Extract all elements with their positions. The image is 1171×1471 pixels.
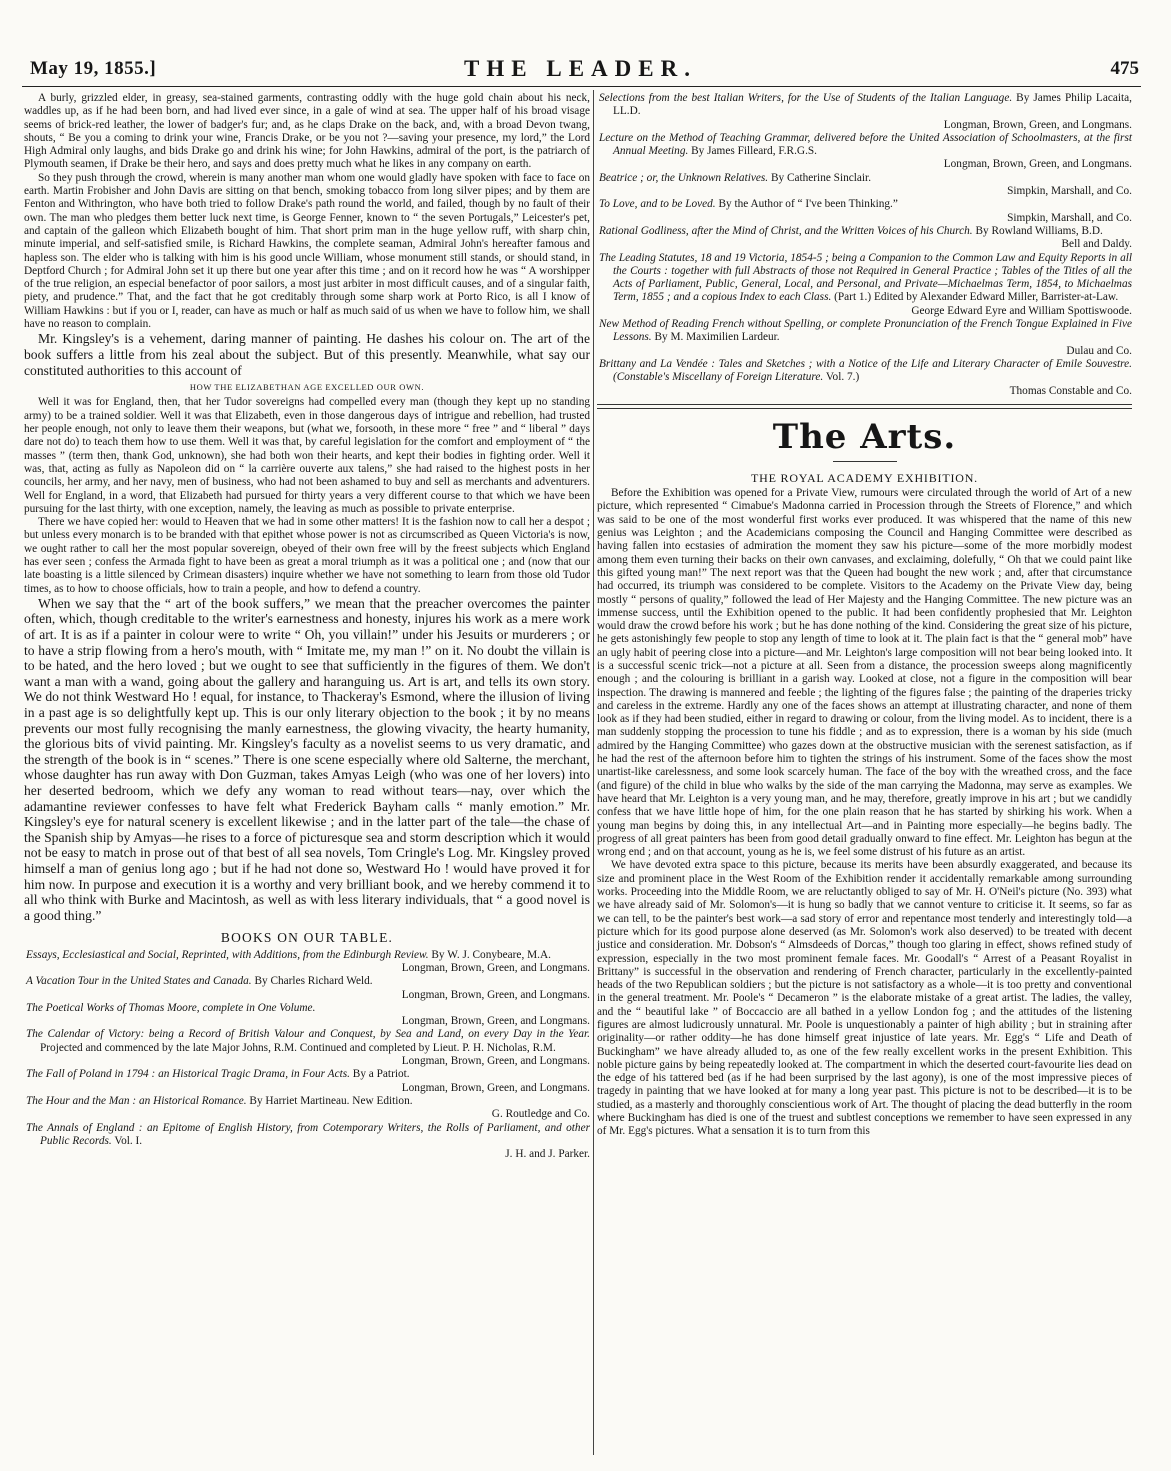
- book-entry: The Calendar of Victory: being a Record of British Valour and Conquest, by Sea and Land, on every Day in the Year. Projected and commenced by the late Major Johns, R.M. Continued and completed by Lieut. P. H. Nicholas, R.M. Longman, Brown, Green, and Longmans.: [26, 1028, 590, 1068]
- right-column: [597, 92, 1132, 1139]
- book-entry: Rational Godliness, after the Mind of Christ, and the Written Voices of his Church. By Rowland Williams, B.D. Bell and Daldy.: [599, 224, 1132, 251]
- book-entry: Selections from the best Italian Writers, for the Use of Students of the Italian Language. By James Philip Lacaita, LL.D. Longman, Brown, Green, and Longmans.: [599, 92, 1132, 131]
- column-divider: [593, 90, 594, 1455]
- quote-paragraph-4: There we have copied her: would to Heaven that we had in some other matters! It is the fashion now to call her a despot ; but unless every monarch is to be branded with that epithet whose power is not as circumscribed as Queen Victoria's is now, we ought rather to call her the most popular sovereign, obeyed of their own free will by the freest subjects which England has ever seen ; confess the Armada fight to have been as great a moral triumph as it was a political one ; and (now that our late boasting is a little silenced by Crimean disasters) inquire whether we have not something to learn from those old Tudor times, as to how to choose officials, how to train a people, and how to defend a country.: [24, 516, 590, 595]
- quote-subheading: HOW THE ELIZABETHAN AGE EXCELLED OUR OWN.: [189, 382, 425, 393]
- issue-date: May 19, 1855.]: [30, 58, 157, 79]
- arts-heading: The Arts.: [772, 416, 957, 457]
- book-entry: The Annals of England : an Epitome of English History, from Cotemporary Writers, the Rolls of Parliament, and other Public Records. Vol. I. J. H. and J. Parker.: [26, 1121, 590, 1161]
- quote-paragraph-3: Well it was for England, then, that her Tudor sovereigns had compelled every man (though they kept up no standing army) to be a trained soldier. Well it was that Elizabeth, even in those dangerous days of intrigue and rebellion, had trusted her people enough, not only to leave them their weapons, but (what we, forsooth, in these more “ free ” and “ liberal ” days dare not do) to teach them how to use them. Well it was that, by careful legislation for the comfort and employment of “ the masses ” (term then, thank God, unknown), she had both won their hearts, and kept their bodies in fighting order. Well it was, that, acting as fully as Napoleon did on “ la carrière ouverte aux talens,” she had raised to the highest posts in her councils, her army, and her navy, men of business, who had not been ashamed to buy and sell as merchants and adventurers. Well for England, in a word, that Elizabeth had pursued for thirty years a very different course to that which we have been pursuing for the last thirty, with one exception, namely, the leaving as much as possible to private enterprise.: [24, 396, 590, 515]
- page-header: [22, 54, 1139, 84]
- heading-short-rule: [833, 461, 897, 462]
- book-entry: Essays, Ecclesiastical and Social, Reprinted, with Additions, from the Edinburgh Review. By W. J. Conybeare, M.A. Longman, Brown, Green, and Longmans.: [26, 948, 590, 974]
- review-paragraph-1: Mr. Kingsley's is a vehement, daring manner of painting. He dashes his colour on. The art of the book suffers a little from his zeal about the subject. But of this presently. Meanwhile, what say our constituted authorities to this account of: [24, 331, 590, 378]
- book-entry: Brittany and La Vendée : Tales and Sketches ; with a Notice of the Life and Literary Character of Emile Souvestre. (Constable's Miscellany of Foreign Literature. Vol. 7.) Thomas Constable and Co.: [599, 357, 1132, 397]
- header-rule: [22, 86, 1141, 87]
- royal-academy-heading: THE ROYAL ACADEMY EXHIBITION.: [751, 470, 978, 485]
- books-heading: BOOKS ON OUR TABLE.: [220, 930, 394, 946]
- left-column: [24, 92, 590, 1161]
- book-entry: A Vacation Tour in the United States and Canada. By Charles Richard Weld. Longman, Brown, Green, and Longmans.: [26, 975, 590, 1001]
- book-entry: The Leading Statutes, 18 and 19 Victoria, 1854-5 ; being a Companion to the Common Law and Equity Reports in all the Courts : together with full Abstracts of those not Required in General Practice ; Tables of the Titles of all the Acts of Parliament, Public, General, Local, and Personal, and Private—Michaelmas Term, 1854, to Michaelmas Term, 1855 ; and a copious Index to each Class. (Part 1.) Edited by Alexander Edward Miller, Barrister-at-Law. George Edward Eyre and William Spottiswoode.: [599, 251, 1132, 317]
- book-entry: New Method of Reading French without Spelling, or complete Pronunciation of the French Tongue Explained in Five Lessons. By M. Maximilien Lardeur. Dulau and Co.: [599, 318, 1132, 357]
- books-list-left: [24, 949, 590, 1162]
- page-number: 475: [1110, 58, 1139, 79]
- book-entry: Beatrice ; or, the Unknown Relatives. By Catherine Sinclair. Simpkin, Marshall, and Co.: [599, 171, 1132, 198]
- newspaper-title: THE LEADER.: [464, 56, 697, 81]
- book-entry: Lecture on the Method of Teaching Grammar, delivered before the United Association of Schoolmasters, at the first Annual Meeting. By James Filleard, F.R.G.S. Longman, Brown, Green, and Longmans.: [599, 131, 1132, 171]
- book-entry: The Hour and the Man : an Historical Romance. By Harriet Martineau. New Edition. G. Routledge and Co.: [26, 1094, 590, 1121]
- review-paragraph-2: When we say that the “ art of the book suffers,” we mean that the preacher overcomes the painter often, which, though creditable to the writer's earnestness and honesty, injures his work as a mere work of art. It is as if a painter in colour were to write “ Oh, you villain!” under his Jesuits or murderers ; or to have a strip flowing from a hero's mouth, with “ Imitate me, my man !” on it. No doubt the villain is to be hated, and the hero loved ; but we ought to see that sufficiently in the figures of them. We don't want a man with a wand, going about the gallery and haranguing us. Art is art, and tells its own story. We do not think Westward Ho ! equal, for instance, to Thackeray's Esmond, where the illusion of living in a past age is so delightfully kept up. This is our only literary objection to the book ; it by no means prevents our most fully recognising the manly earnestness, the glowing vivacity, the hearty humanity, the glorious bits of vivid painting. Mr. Kingsley's faculty as a novelist seems to us very dramatic, and the strength of the book is in “ scenes.” There is one scene especially where old Salterne, the merchant, whose daughter has run away with Don Guzman, takes Amyas Leigh (who was one of her lovers) into her deserted bedroom, which we defy any woman to read without tears—nay, over which the adamantine reviewer confesses to have felt what Frederick Bayham calls “ manly emotion.” Mr. Kingsley's eye for natural scenery is excellent likewise ; and in the latter part of the tale—the chase of the Spanish ship by Amyas—he rises to a force of picturesque sea and storm description which it would not be easy to match in prose out of that best of all sea novels, Tom Cringle's Log. Mr. Kingsley proved himself a man of genius long ago ; but if he had not done so, Westward Ho ! would have proved it for him now. In purpose and execution it is a worthy and very brilliant book, and we hereby commend it to all who think with Burke and Macintosh, as well as with less literary individuals, that “ a good novel is a good thing.”: [24, 595, 590, 923]
- quote-paragraph-2: So they push through the crowd, wherein is many another man whom one would gladly have spoken with face to face on earth. Martin Frobisher and John Davis are sitting on that bench, smoking tobacco from long silver pipes; and by them are Fenton and Withrington, who have both tried to follow Drake's path round the world, and failed, though by no fault of their own. The man who pledges them better luck next time, is George Fenner, known to “ the seven Portugals,” Leicester's pet, and captain of the galleon which Elizabeth bought of him. That short prim man in the huge yellow ruff, with sharp chin, minute imperial, and self-satisfied smile, is Richard Hawkins, the complete seaman, Admiral John's hereafter famous and hapless son. The elder who is talking with him is his good uncle William, whose monument still stands, or should stand, in Deptford Church ; for Admiral John set it up there but one year after this time ; and on it record how he was “ A worshipper of the true religion, an especial benefactor of poor sailors, a most just arbiter in most difficult causes, and of a singular faith, piety, and prudence.” That, and the fact that he got creditably through some sharp work at Porto Rico, is all I know of William Hawkins : but if you or I, reader, can have as much or half as much said of us when we have to follow him, we shall have no reason to complain.: [24, 171, 590, 331]
- books-list-right: [597, 92, 1132, 398]
- quote-paragraph-1: A burly, grizzled elder, in greasy, sea-stained garments, contrasting oddly with the huge gold chain about his neck, waddles up, as if he had been born, and had lived ever since, in a gale of wind at sea. The upper half of his broad visage seems of brick-red leather, the lower of badger's fur; and, as he claps Drake on the back, and, with a broad Devon twang, shouts, “ Be you a coming to drink your wine, Francis Drake, or be you not ?—saving your presence, my lord,” the Lord High Admiral only laughs, and bids Drake go and drink his wine; for John Hawkins, admiral of the port, is the patriarch of Plymouth seamen, if Drake be their hero, and says and does pretty much what he likes in any company on earth.: [24, 92, 590, 171]
- book-entry: The Fall of Poland in 1794 : an Historical Tragic Drama, in Four Acts. By a Patriot. Longman, Brown, Green, and Longmans.: [26, 1068, 590, 1094]
- section-double-rule: [597, 404, 1132, 409]
- arts-paragraph-2: We have devoted extra space to this picture, because its merits have been absurdly exaggerated, and because its size and prominent place in the West Room of the Exhibition render it accidentally remarkable among surrounding works. Proceeding into the Middle Room, we are reluctantly obliged to say of Mr. H. O'Neil's picture (No. 393) what we have already said of Mr. Solomon's—it is hung so badly that we cannot venture to criticise it. It seems, so far as we can tell, to be the painter's best work—a sad story of error and repentance most tenderly and interestingly told—a picture which for its good purpose alone deserved (as Mr. Solomon's work also deserved) to be treated with decent justice and consideration. Mr. Dobson's “ Almsdeeds of Dorcas,” though too glaring in effect, shows refined study of expression, especially in the two most prominent female faces. Mr. Goodall's “ Arrest of a Peasant Royalist in Brittany” is successful in the observation and rendering of French character, particularly in the excellently-painted heads of the two Republican soldiers ; but the picture is not satisfactory as a whole—it is too pretty and conventional in the general treatment. Mr. Poole's “ Decameron ” is the elaborate mistake of a great artist. The ladies, the valley, and the “ beautiful lake ” of Boccaccio are all bathed in a yellow London fog ; and the attitudes of the listening figures are almost ludicrously unnatural. Mr. Poole is unquestionably a painter of high ability ; but in straining after originality—or rather oddity—he has done himself great injustice of late years. Mr. Egg's “ Life and Death of Buckingham” we have already alluded to, as one of the few really excellent works in the present Exhibition. This noble picture gains by being repeatedly looked at. The compartment in which the deserted court-favourite lies dead on the edge of his tattered bed (as if he had been surprised by the last agony), is one of the most impressive pieces of tragedy in painting that we have looked at for many a long year past. This picture is not to be described—it is to be studied, as a masterly and thoroughly conscientious work of Art. The thought of placing the dead butterfly in the room where Buckingham has died is one of the truest and subtlest conceptions we remember to have seen expressed in any of Mr. Egg's pictures. What a sensation it is to turn from this: [597, 859, 1132, 1138]
- book-entry: To Love, and to be Loved. By the Author of “ I've been Thinking.” Simpkin, Marshall, and Co.: [599, 198, 1132, 224]
- arts-paragraph-1: Before the Exhibition was opened for a Private View, rumours were circulated through the world of Art of a new picture, which represented “ Cimabue's Madonna carried in Procession through the Streets of Florence,” and which was said to be one of the most wonderful first works ever produced. It was whispered that the name of this new genius was Leighton ; and the Academicians composing the Council and Hanging Committee were described as having fallen into ecstasies of admiration the moment they saw his picture—some of the more morbidly modest among them even turning their backs on their own canvases, and exclaiming, dolefully, “ Oh that we could paint like this gifted young man!” The next report was that the Queen had bought the new work ; and, after that circumstance had occurred, its triumph was considered to be complete. Visitors to the Academy on the Private View day, being mostly “ persons of quality,” followed the lead of Her Majesty and the Hanging Committee. The new picture was an immense success, until the Exhibition opened to the public. It had been confidently prophesied that Mr. Leighton would draw the crowd before his work ; but he has done nothing of the kind. Considering the great size of his picture, he gets astonishingly few people to stop any length of time to look at it. The plain fact is that the “ general mob” have an ugly habit of peering close into a picture—and Mr. Leighton's large composition will not bear being looked into. It is a successful scenic trick—not a picture at all. Seen from a distance, the procession sweeps along magnificently enough ; and the colouring is brilliant in a garish way. Looked at close, not a figure in the composition will bear inspection. The drawing is mannered and feeble ; the lighting of the figures false ; the painting of the draperies tricky and careless in the extreme. Hardly any one of the faces shows an attempt at illustrating character, and none of them look as if they had been studied, either in regard to drawing or colour, from the living model. As to incident, there is a man suddenly stopping the procession to tune his fiddle ; and as to expression, there is a woman by his side (much admired by the Hanging Committee) who gazes down at the obstructive musician with the serenest satisfaction, as if he had the rest of the afternoon before him to tighten the strings of his instrument. Some of the faces show the most unartist-like carelessness, and some look scarcely human. The face of the boy with the wreathed cross, and the face (and figure) of the child in blue who walks by the side of the man carrying the Madonna, may serve as examples. We have heard that Mr. Leighton is a very young man, and he may, therefore, greatly improve in his art ; but we candidly confess that we have little hope of him, for the one plain reason that he has started by shirking his work. When a young man begins by doing this, in any intellectual Art—and in Painting more especially—he begins badly. The progress of all great painters has been from good detail gradually onward to fine effect. Mr. Leighton has begun at the wrong end ; and on that account, young as he is, we feel some distrust of his future as an artist.: [597, 487, 1132, 859]
- book-entry: The Poetical Works of Thomas Moore, complete in One Volume. Longman, Brown, Green, and Longmans.: [26, 1001, 590, 1028]
